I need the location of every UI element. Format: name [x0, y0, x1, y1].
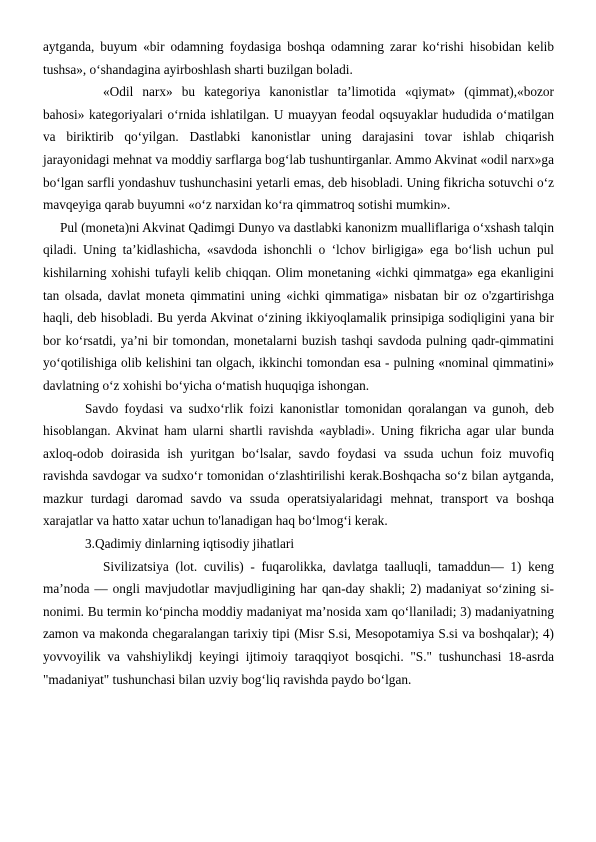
section-heading: 3.Qadimiy dinlarning iqtisodiy jihatlari — [85, 536, 295, 552]
paragraph-odil-narx: «Odil narx» bu kategoriya kanonistlar ta’limotida «qiymat» (qimmat),«bozor bahosi» kategoriyalari o‘rnida ishlatilgan. U muayyan feodal oqsuyaklar hududida o‘matilgan va biriktirib qo‘yilgan. Dastlabki kanonistlar uning darajasini tovar ishlab chiqarish jarayonidagi mehnat va moddiy sarflarga bog‘lab tushuntirganlar. Ammo Akvinat «odil narx»ga bo‘lgan sarfli yondashuv tushunchasini yetarli emas, deb hisobladi. Uning fikricha sotuvchi o‘z mavqeyiga qarab buyumni «o‘z narxidan ko‘ra qimmatroq sotishi mumkin». — [43, 84, 554, 213]
paragraph-sivilizatsiya: Sivilizatsiya (lot. cuvilis) - fuqarolikka, davlatga taalluqli, tamaddun— 1) keng ma’noda — ongli mavjudotlar mavjudligining har qan-day shakli; 2) madaniyat so‘zining si-nonimi. Bu termin ko‘pincha moddiy madaniyat ma’nosida xam qo‘llaniladi; 3) madaniyatning zamon va makonda chegaralangan tarixiy tipi (Misr S.si, Mesopotamiya S.si va boshqalar); 4) yovvoyilik va vahshiylikdj keyingi ijtimoiy taraqqiyot bosqichi. "S." tushunchasi 18-asrda "madaniyat" tushunchasi bilan uzviy bog‘liq ravishda paydo bo‘lgan. — [43, 558, 554, 687]
paragraph-continuation: aytganda, buyum «bir odamning foydasiga boshqa odamning zarar ko‘rishi hisobidan kelib tushsa», o‘shandagina ayirboshlash sharti buzilgan boladi. — [43, 39, 554, 77]
document-page — [43, 36, 554, 691]
paragraph-savdo-foydasi: Savdo foydasi va sudxo‘rlik foizi kanonistlar tomonidan qoralangan va gunoh, deb hisoblangan. Akvinat ham ularni shartli ravishda «aybladi». Uning fikricha agar ular bunda axloq-odob doirasida ish yuritgan bo‘lsalar, savdo foydasi va ssuda uchun foiz muvofiq ravishda savdogar va sudxo‘r tomonidan o‘zlashtirilishi kerak.Boshqacha so‘z bilan aytganda, mazkur turdagi daromad savdo va ssuda operatsiyalaridagi mehnat, transport va boshqa xarajatlar va hatto xatar uchun to'lanadigan haq bo‘lmog‘i kerak. — [43, 400, 554, 529]
paragraph-pul-moneta: Pul (moneta)ni Akvinat Qadimgi Dunyo va dastlabki kanonizm mualliflariga o‘xshash talqin qiladi. Uning ta’kidlashicha, «savdoda ishonchli o ‘lchov birligiga» ega bo‘lish uchun pul kishilarning xohishi tufayli kelib chiqqan. Olim monetaning «ichki qimmatga» ega ekanligini tan olsada, davlat moneta qimmatini uning «ichki qimmatiga» nisbatan bir oz o'zgartirishga haqli, deb hisobladi. Bu yerda Akvinat o‘zining ikkiyoqlamalik prinsipiga sodiqligini yana bir bor ko‘rsatdi, ya’ni bir tomondan, monetalarni buzish tashqi savdoda pulning qadr-qimmatini yo‘qotilishiga olib kelishini tan olgach, ikkinchi tomondan esa - pulning «nominal qimmatini» davlatning o‘z xohishi bo‘yicha o‘matish huquqiga ishongan. — [43, 219, 554, 393]
